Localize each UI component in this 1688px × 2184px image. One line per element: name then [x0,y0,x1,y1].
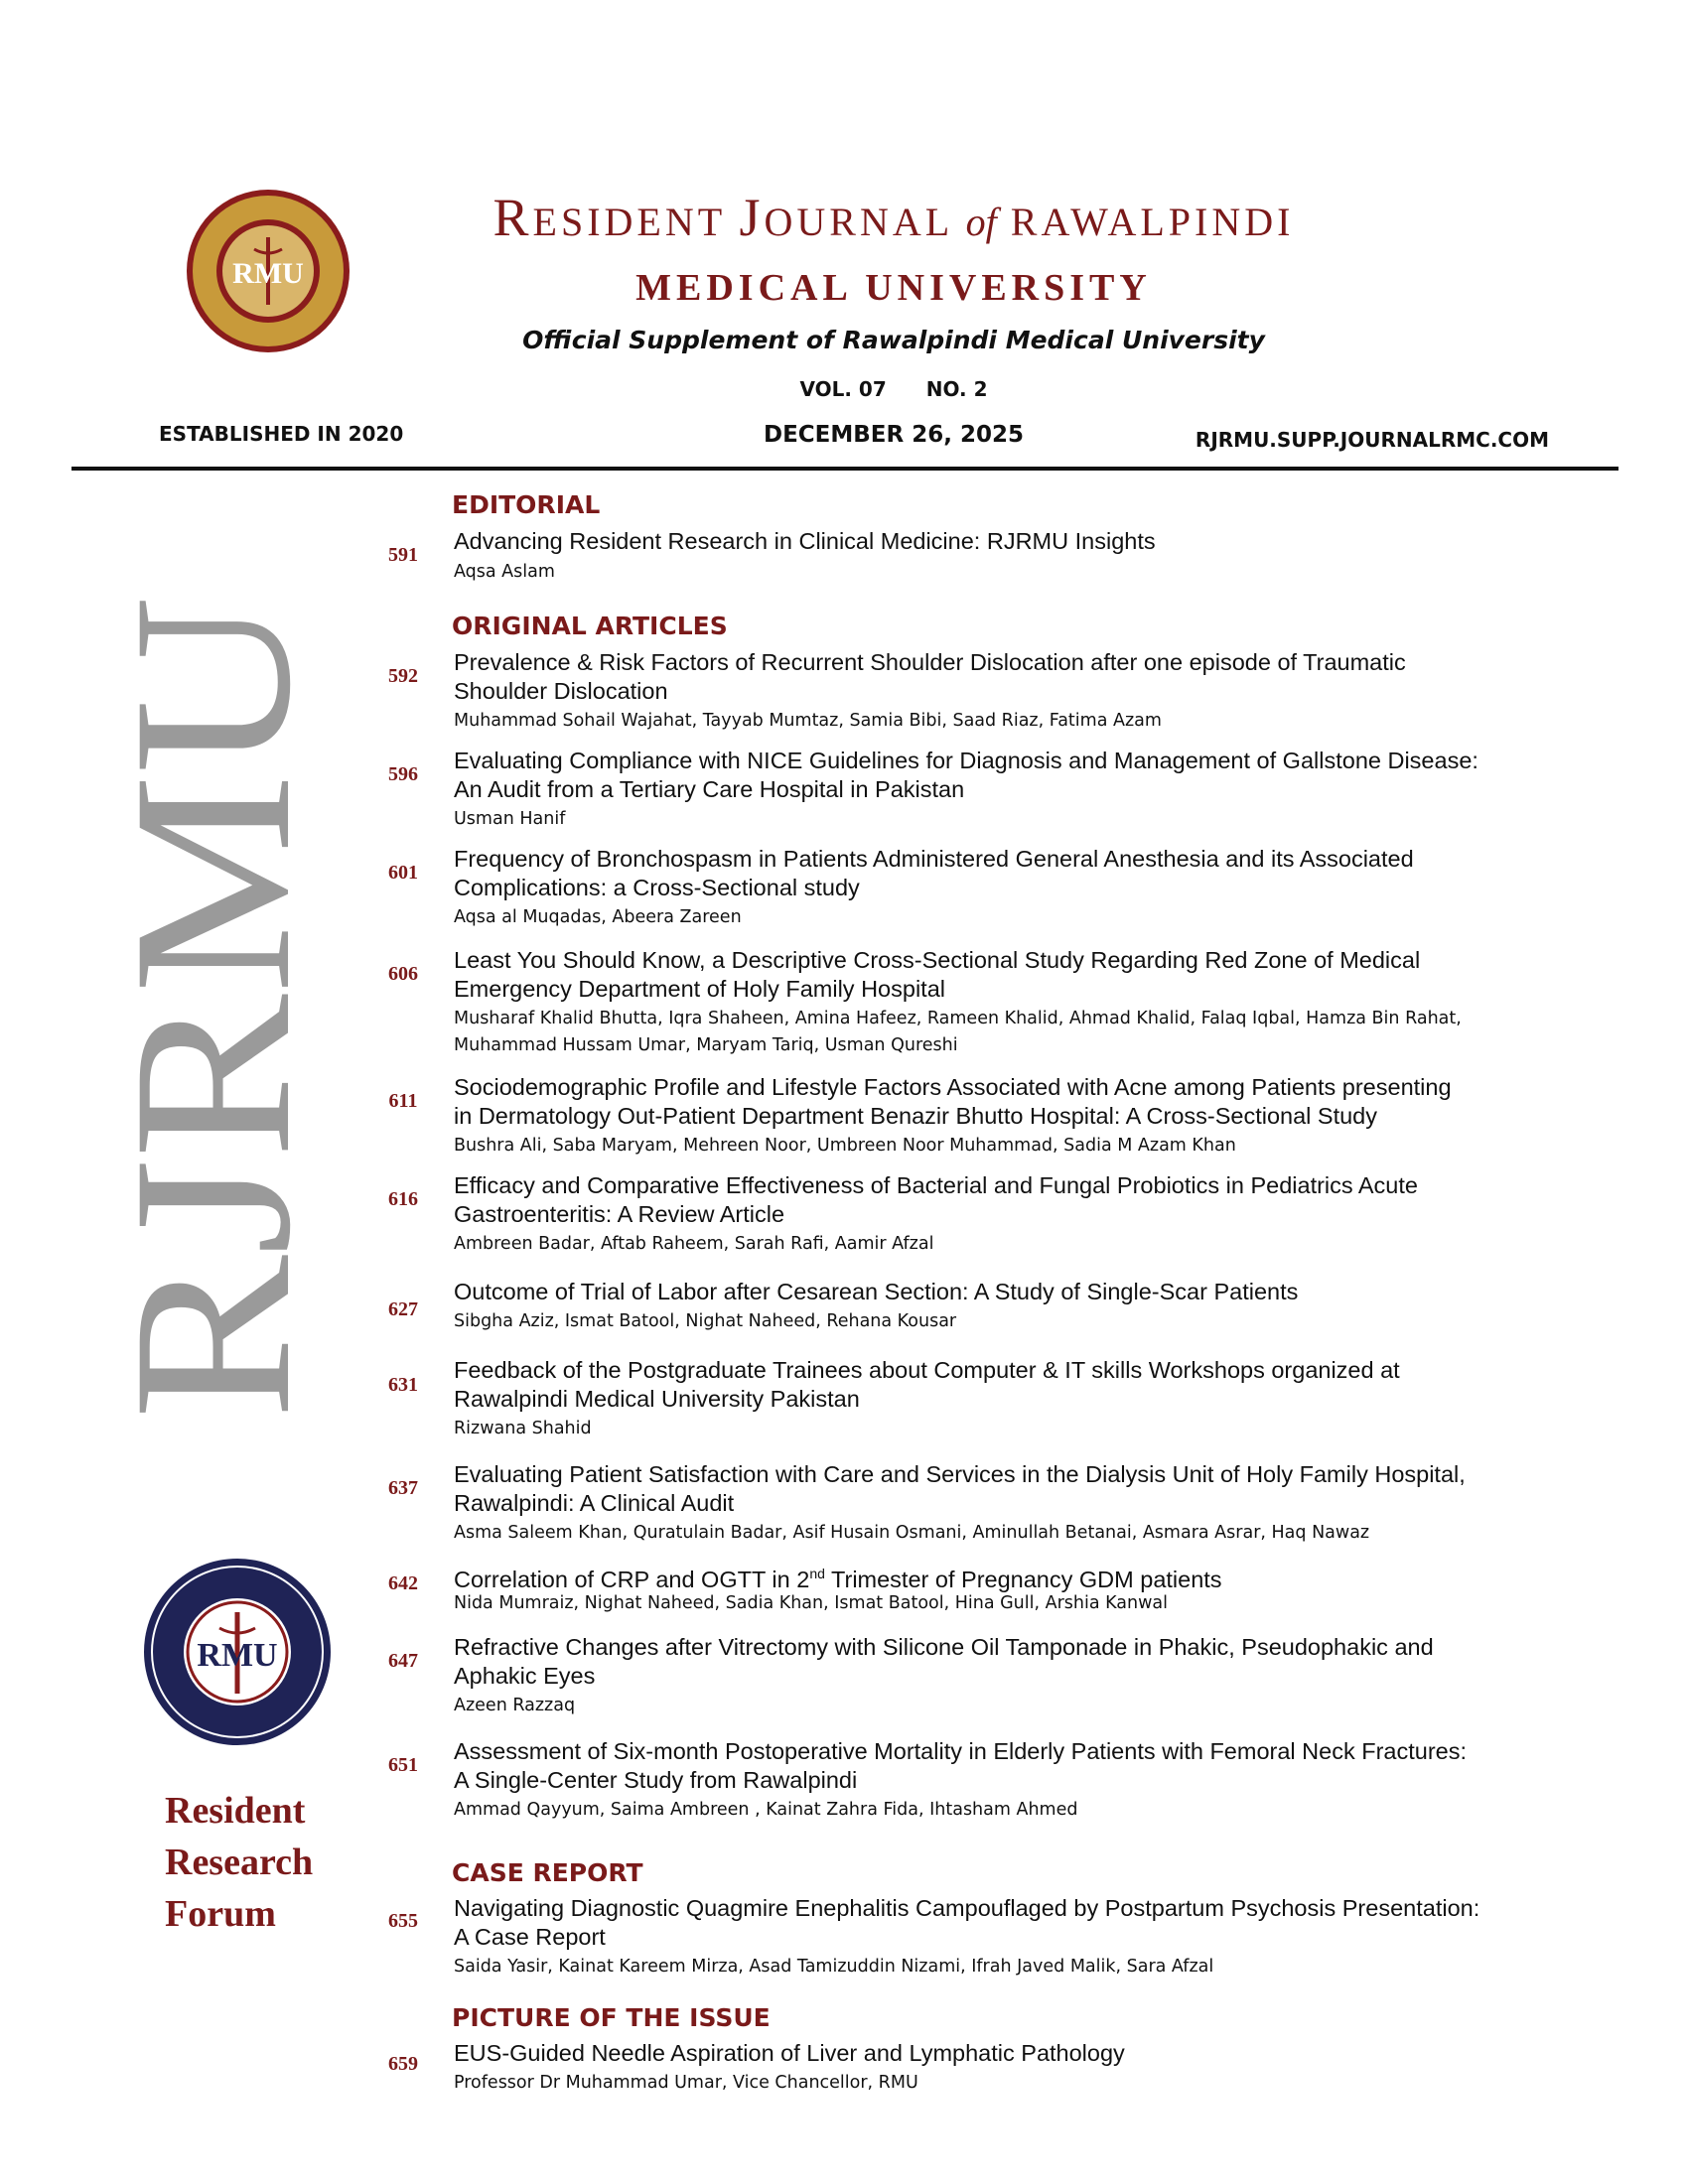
volume-number [397,377,1390,401]
forum-line: Resident [165,1790,306,1832]
page-number: 601 [388,862,418,884]
rjrmu-vertical-wordmark [79,596,338,1449]
page-number: 606 [388,963,418,985]
section-heading-editorial: EDITORIAL [452,490,601,519]
page-number: 637 [388,1477,418,1499]
page-number: 659 [388,2053,418,2075]
article-title[interactable]: Navigating Diagnostic Quagmire Enephalitis Campouflaged by Postpartum Psychosis Presentation: A Case Report [454,1895,1480,1950]
rrf-seal-logo [142,1557,333,1747]
page-number: 596 [388,763,418,785]
article-authors: Ammad Qayyum, Saima Ambreen , Kainat Zahra Fida, Ihtasham Ahmed [454,1800,1078,1820]
page-number: 611 [388,1090,418,1112]
article-authors: Professor Dr Muhammad Umar, Vice Chancellor, RMU [454,2073,918,2093]
page-number: 647 [388,1650,418,1672]
page-number: 642 [388,1572,418,1594]
page-number: 651 [388,1754,418,1776]
website-link[interactable]: RJRMU.SUPP.JOURNALRMC.COM [1195,428,1549,452]
article-title[interactable]: Assessment of Six-month Postoperative Mortality in Elderly Patients with Femoral Neck Fractures: A Single-Center Study from Rawalpindi [454,1738,1468,1793]
journal-title-line2: MEDICAL UNIVERSITY [635,267,1152,309]
volume-label: VOL. 07 [799,377,887,401]
article-authors: Ambreen Badar, Aftab Raheem, Sarah Rafi, Aamir Afzal [454,1234,934,1254]
section-heading-original-articles: ORIGINAL ARTICLES [452,612,728,640]
article-authors: Nida Mumraiz, Nighat Naheed, Sadia Khan, Ismat Batool, Hina Gull, Arshia Kanwal [454,1593,1169,1613]
article-authors: Aqsa al Muqadas, Abeera Zareen [454,907,742,927]
article-authors: Saida Yasir, Kainat Kareem Mirza, Asad Tamizuddin Nizami, Ifrah Javed Malik, Sara Afzal [454,1957,1214,1977]
article-title[interactable]: Efficacy and Comparative Effectiveness of Bacterial and Fungal Probiotics in Pediatrics Acute Gastroenteritis: A Review Article [454,1172,1418,1227]
article-authors: Aqsa Aslam [454,562,555,582]
rmu-seal-logo [185,188,352,354]
article-title[interactable]: Refractive Changes after Vitrectomy with Silicone Oil Tamponade in Phakic, Pseudophakic and Aphakic Eyes [454,1634,1434,1689]
article-title[interactable]: Correlation of CRP and OGTT in 2nd Trimester of Pregnancy GDM patients [454,1566,1222,1592]
article-title[interactable]: Evaluating Patient Satisfaction with Care and Services in the Dialysis Unit of Holy Family Hospital, Rawalpindi: A Clinical Audit [454,1461,1466,1516]
journal-subtitle: Official Supplement of Rawalpindi Medical University [522,326,1265,354]
forum-line: Forum [165,1893,276,1935]
resident-research-forum-label [165,1785,313,1940]
article-authors: Rizwana Shahid [454,1419,592,1438]
rjrmu-wordmark-text: RJRMU [87,664,338,1420]
article-title[interactable]: Outcome of Trial of Labor after Cesarean Section: A Study of Single-Scar Patients [454,1279,1299,1304]
page-number: 655 [388,1910,418,1932]
section-heading-picture-of-the-issue: PICTURE OF THE ISSUE [452,2003,771,2032]
journal-title-line1: RESIDENT JOURNAL of RAWALPINDI [492,188,1295,247]
article-title[interactable]: Sociodemographic Profile and Lifestyle Factors Associated with Acne among Patients presenting in Dermatology Out-Patient Department Benazir Bhutto Hospital: A Cross-Sectional Study [454,1074,1452,1129]
page-number: 627 [388,1298,418,1320]
forum-line: Research [165,1842,314,1883]
article-title[interactable]: Evaluating Compliance with NICE Guidelines for Diagnosis and Management of Gallstone Disease: An Audit from a Tertiary Care Hospital in Pakistan [454,748,1478,802]
article-title[interactable]: Feedback of the Postgraduate Trainees about Computer & IT skills Workshops organized at Rawalpindi Medical University Pakistan [454,1357,1400,1412]
article-title[interactable]: Advancing Resident Research in Clinical Medicine: RJRMU Insights [454,528,1156,554]
article-authors: Usman Hanif [454,809,566,829]
article-authors: Musharaf Khalid Bhutta, Iqra Shaheen, Amina Hafeez, Rameen Khalid, Ahmad Khalid, Falaq Iqbal, Hamza Bin Rahat, Muhammad Hussam Umar, Maryam Tariq, Usman Qureshi [454,1009,1462,1055]
article-authors: Sibgha Aziz, Ismat Batool, Nighat Naheed, Rehana Kousar [454,1311,957,1331]
page-number: 616 [388,1188,418,1210]
established-label: ESTABLISHED IN 2020 [159,422,404,446]
issue-number-label: NO. 2 [925,377,988,401]
page-number: 591 [388,544,418,566]
page-number: 592 [388,665,418,687]
page-number: 631 [388,1374,418,1396]
article-title[interactable]: Least You Should Know, a Descriptive Cross-Sectional Study Regarding Red Zone of Medical Emergency Department of Holy Family Hospital [454,947,1421,1002]
article-authors: Bushra Ali, Saba Maryam, Mehreen Noor, Umbreen Noor Muhammad, Sadia M Azam Khan [454,1136,1236,1156]
rrf-logo-text: RMU [197,1637,278,1674]
header-divider [71,467,1618,471]
article-title[interactable]: Prevalence & Risk Factors of Recurrent Shoulder Dislocation after one episode of Traumatic Shoulder Dislocation [454,649,1406,704]
seal-logo-text: RMU [232,257,304,290]
article-authors: Azeen Razzaq [454,1696,576,1715]
article-title[interactable]: EUS-Guided Needle Aspiration of Liver and Lymphatic Pathology [454,2040,1125,2066]
article-authors: Asma Saleem Khan, Quratulain Badar, Asif Husain Osmani, Aminullah Betanai, Asmara Asrar, Haq Nawaz [454,1523,1370,1543]
section-heading-case-report: CASE REPORT [452,1858,643,1887]
article-authors: Muhammad Sohail Wajahat, Tayyab Mumtaz, Samia Bibi, Saad Riaz, Fatima Azam [454,711,1162,731]
issue-date: DECEMBER 26, 2025 [763,422,1024,448]
article-title[interactable]: Frequency of Bronchospasm in Patients Administered General Anesthesia and its Associated Complications: a Cross-Sectional study [454,846,1414,900]
